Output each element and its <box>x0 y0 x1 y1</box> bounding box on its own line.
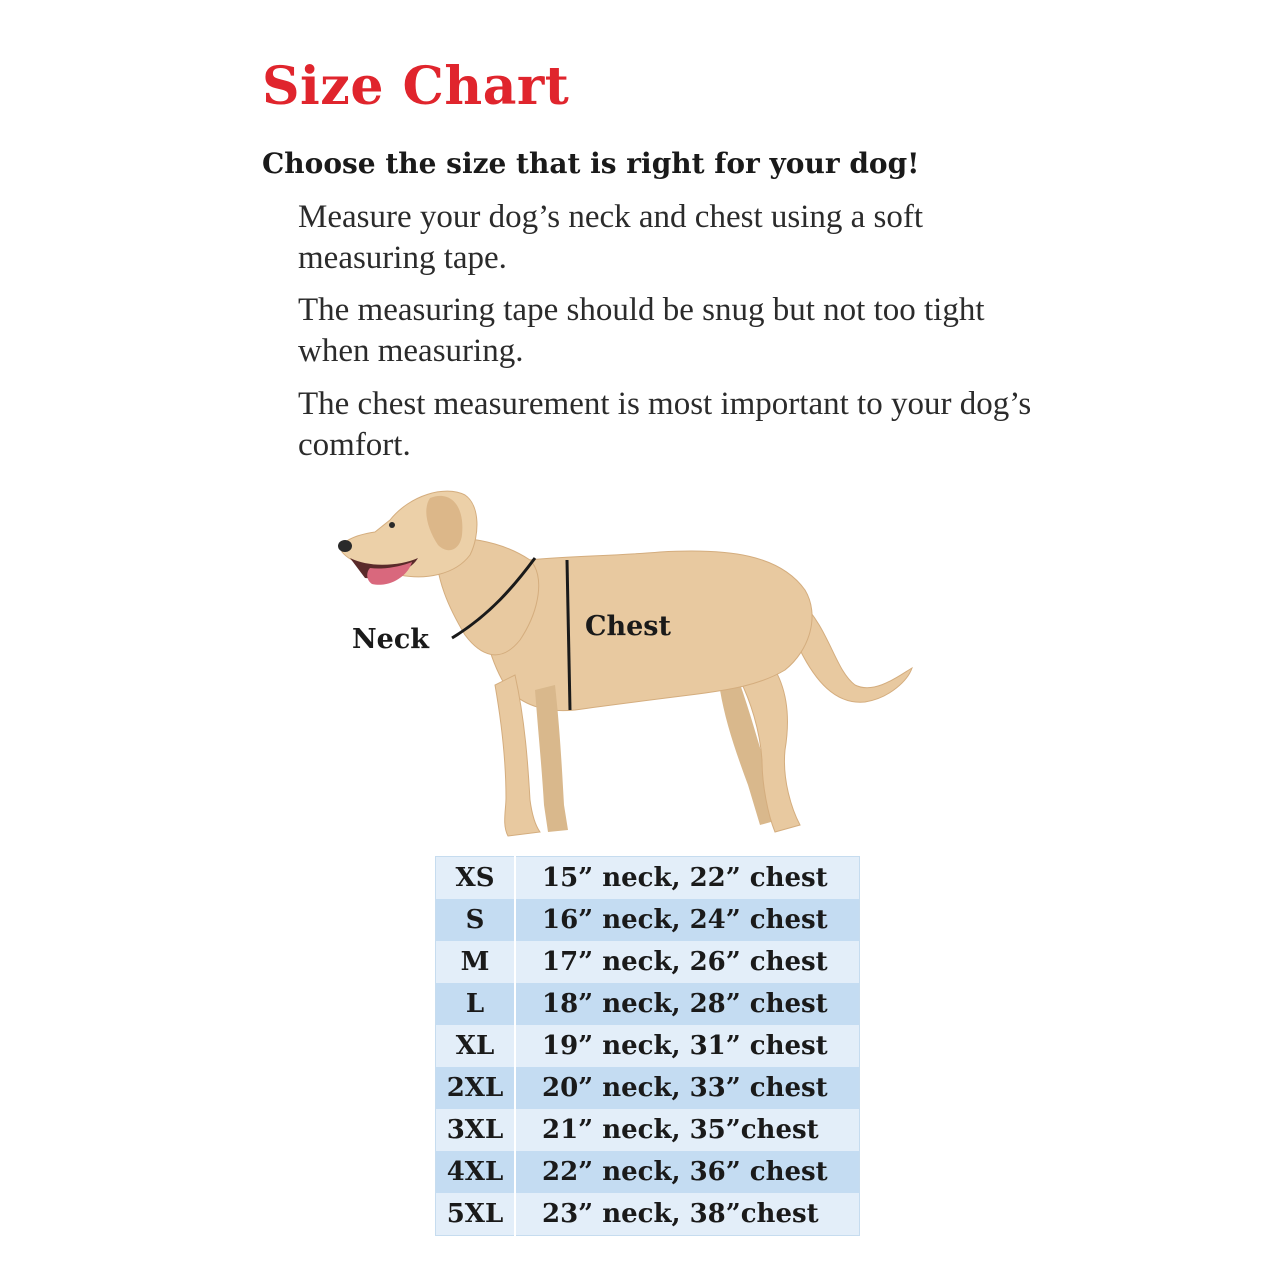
page-title: Size Chart <box>262 56 570 117</box>
measurement-cell: 20” neck, 33” chest <box>515 1067 860 1109</box>
chest-label: Chest <box>585 611 671 642</box>
table-row <box>436 899 860 941</box>
measurement-cell: 16” neck, 24” chest <box>515 899 860 941</box>
measurement-cell: 15” neck, 22” chest <box>515 857 860 900</box>
table-row <box>436 857 860 900</box>
measurement-cell: 17” neck, 26” chest <box>515 941 860 983</box>
table-row <box>436 1025 860 1067</box>
table-row <box>436 1109 860 1151</box>
table-row <box>436 983 860 1025</box>
page-subtitle: Choose the size that is right for your dog! <box>262 147 920 180</box>
size-cell: L <box>436 983 516 1025</box>
table-row <box>436 1193 860 1236</box>
size-cell: 4XL <box>436 1151 516 1193</box>
size-cell: 3XL <box>436 1109 516 1151</box>
dog-tail <box>800 600 912 702</box>
measurement-cell: 19” neck, 31” chest <box>515 1025 860 1067</box>
size-cell: 2XL <box>436 1067 516 1109</box>
measurement-cell: 23” neck, 38”chest <box>515 1193 860 1236</box>
table-row <box>436 1151 860 1193</box>
neck-label: Neck <box>352 624 430 655</box>
dog-illustration <box>330 480 930 850</box>
size-cell: M <box>436 941 516 983</box>
size-cell: S <box>436 899 516 941</box>
measurement-cell: 22” neck, 36” chest <box>515 1151 860 1193</box>
dog-eye <box>389 522 395 528</box>
size-cell: XS <box>436 857 516 900</box>
measurement-cell: 21” neck, 35”chest <box>515 1109 860 1151</box>
size-table <box>435 856 860 1236</box>
instruction-measure: Measure your dog’s neck and chest using a soft measuring tape. <box>298 199 924 276</box>
instruction-snug: The measuring tape should be snug but not too tight when measuring. <box>298 292 985 369</box>
measurement-cell: 18” neck, 28” chest <box>515 983 860 1025</box>
table-row <box>436 941 860 983</box>
size-cell: XL <box>436 1025 516 1067</box>
table-row <box>436 1067 860 1109</box>
instruction-chest-importance: The chest measurement is most important to your dog’s comfort. <box>298 386 1032 463</box>
dog-icon <box>330 480 930 850</box>
size-cell: 5XL <box>436 1193 516 1236</box>
dog-nose <box>338 540 352 552</box>
